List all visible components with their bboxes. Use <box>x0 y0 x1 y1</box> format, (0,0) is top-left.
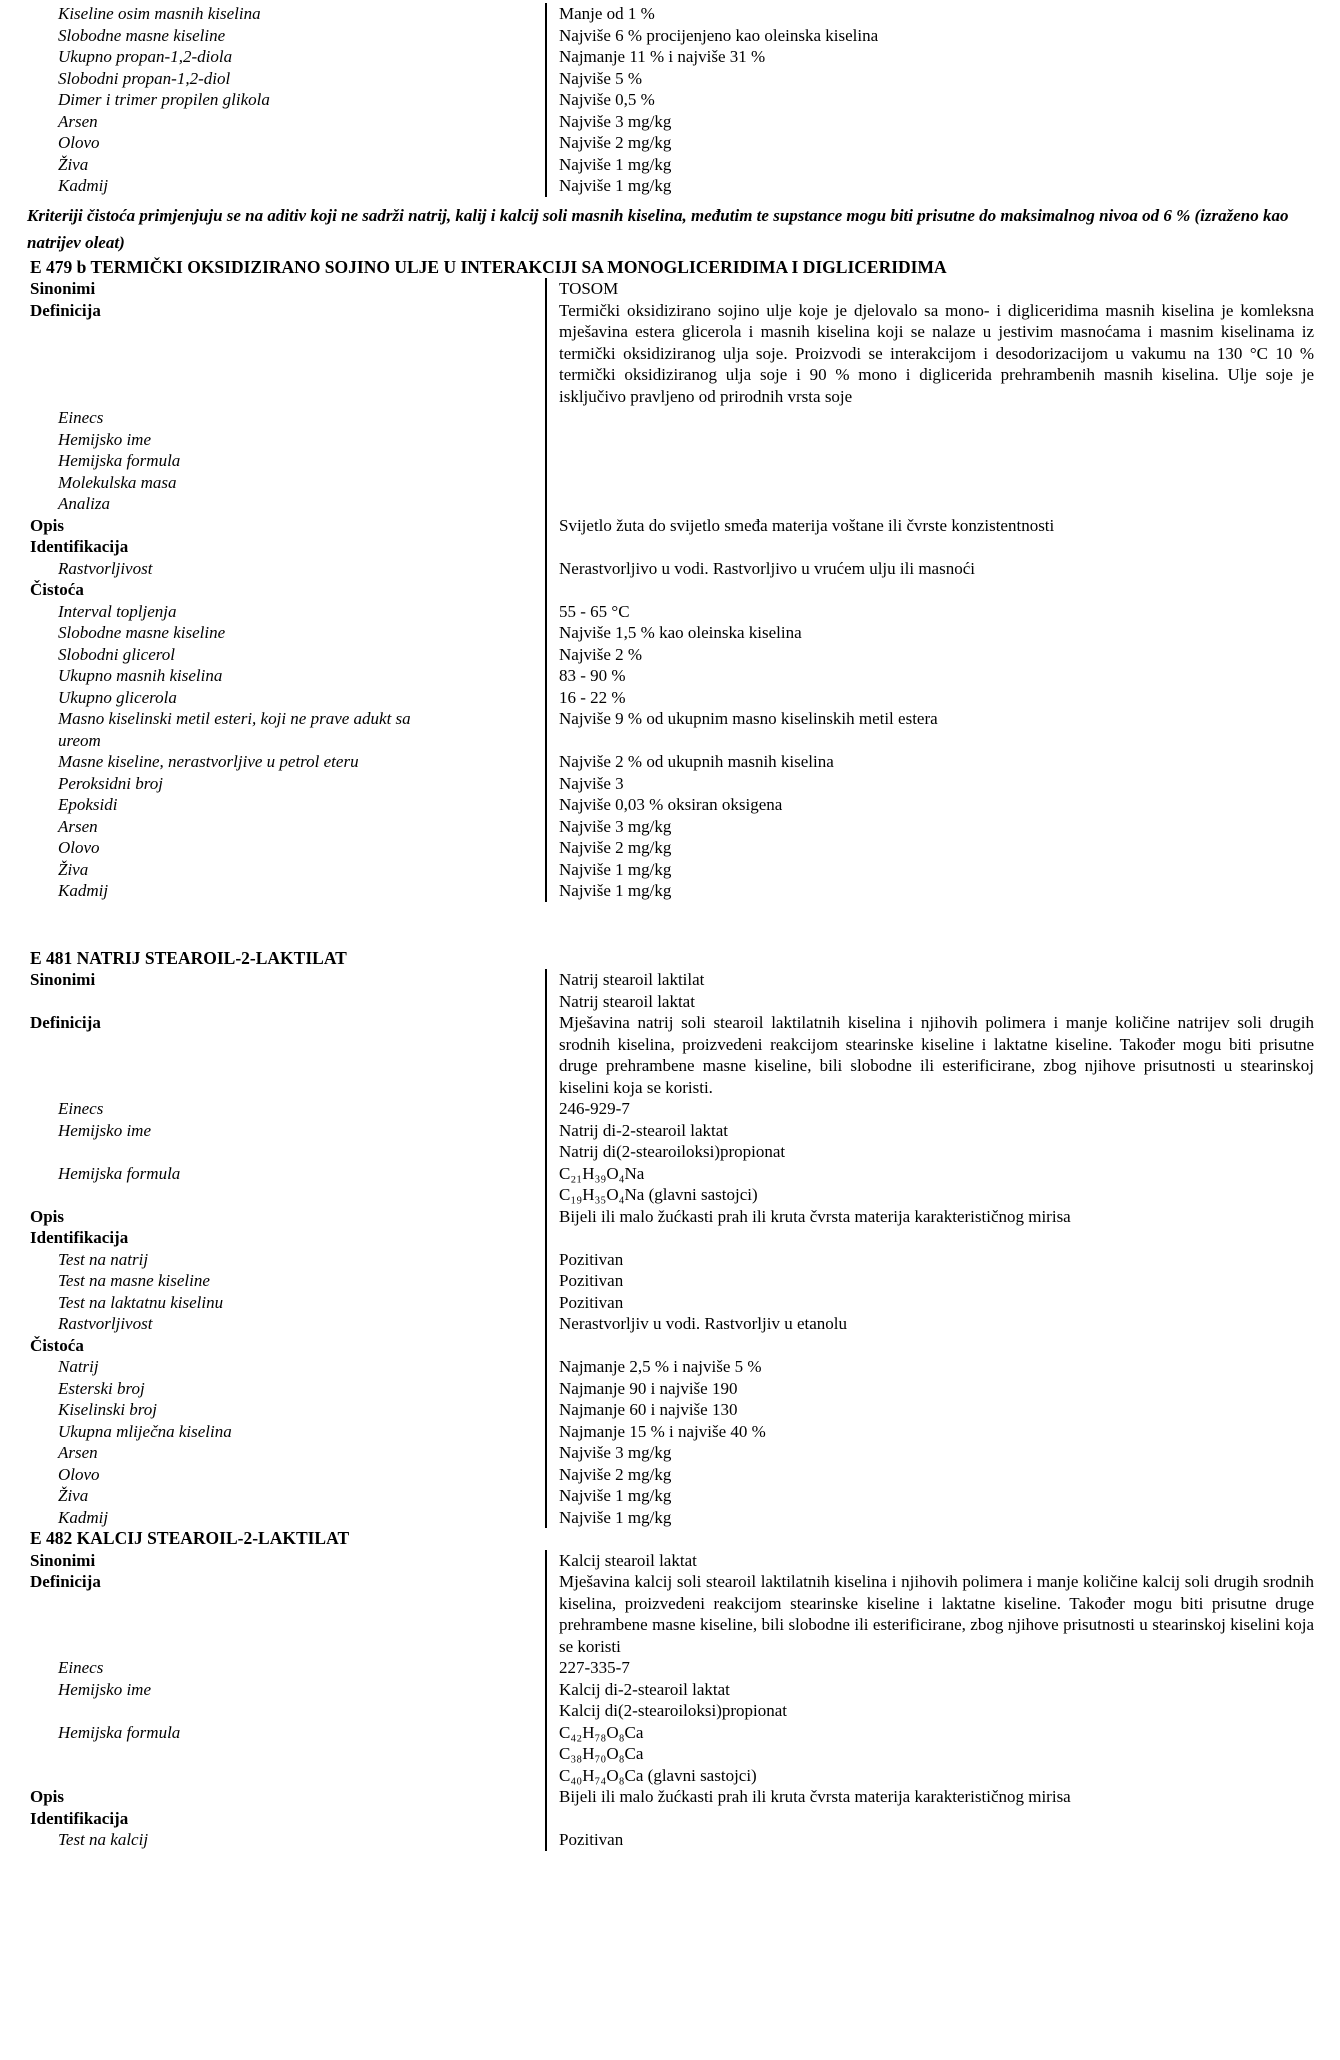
row-label: Živa <box>58 1486 89 1505</box>
row-value-line: Termički oksidizirano sojino ulje koje je djelovalo sa mono- i digliceridima masnih kiselina je komleksna mješavina estera glicerola i masnih kiselina koji se nalaze u jestivim masnoćama i masnim kiselinama iz termički oksidiziranog ulja soje. Proizvodi se interakcijom i desodorizacijom u vakumu na 130 °C 10 % termički oksidiziranog ulja soje i 90 % mono i diglicerida prehrambenih masnih kiselina. Ulje soje je isključivo pravljeno od prirodnih vrsta soje <box>559 300 1314 406</box>
row-label: Hemijska formula <box>58 1163 181 1183</box>
spec-row <box>0 859 1340 881</box>
row-value <box>545 278 1340 300</box>
spec-row <box>0 493 1340 515</box>
spec-row <box>0 1786 1340 1808</box>
row-value-line: Bijeli ili malo žućkasti prah ili kruta čvrsta materija karakterističnog mirisa <box>559 1206 1071 1226</box>
row-value <box>545 1679 1340 1722</box>
spec-row <box>0 1722 1340 1787</box>
row-value <box>545 515 1340 537</box>
row-value-line: TOSOM <box>559 279 619 298</box>
row-value <box>545 68 1340 90</box>
row-value-line: Kalcij di-2-stearoil laktat <box>559 1679 730 1699</box>
row-value-line: Pozitivan <box>559 1292 624 1312</box>
row-value-line: Nerastvorljivo u vodi. Rastvorljivo u vrućem ulju ili masnoći <box>559 558 975 578</box>
row-value-line: 83 - 90 % <box>559 666 626 685</box>
row-value-line: Najviše 3 <box>559 773 624 793</box>
spec-row <box>0 969 1340 1012</box>
row-value-line: C₁₉H₃₅O₄Na (glavni sastojci) <box>559 1185 758 1204</box>
row-label: Živa <box>58 154 89 174</box>
row-label: Identifikacija <box>30 1808 129 1828</box>
row-label: Einecs <box>58 1099 104 1118</box>
row-label: Test na natrij <box>58 1249 149 1269</box>
row-label: Test na masne kiseline <box>58 1271 210 1290</box>
row-value <box>545 1163 1340 1206</box>
row-value <box>545 558 1340 580</box>
row-value <box>545 1442 1340 1464</box>
row-value-line: Najviše 1,5 % kao oleinska kiselina <box>559 623 802 642</box>
row-value <box>545 46 1340 68</box>
row-label: Kadmij <box>58 176 109 195</box>
spec-row <box>0 1206 1340 1228</box>
row-label: Interval topljenja <box>58 601 177 621</box>
row-label-line: ureom <box>58 730 101 750</box>
row-value-line: C₄₂H₇₈O₈Ca <box>559 1722 644 1742</box>
row-value <box>545 1378 1340 1400</box>
spec-row <box>0 1120 1340 1163</box>
row-value <box>545 1722 1340 1787</box>
row-value <box>545 493 1340 515</box>
row-value <box>545 111 1340 133</box>
row-label: Živa <box>58 859 89 879</box>
row-value-line: Svijetlo žuta do svijetlo smeđa materija voštane ili čvrste konzistentnosti <box>559 515 1055 535</box>
sections-container <box>0 3 1340 1851</box>
spec-row <box>0 1378 1340 1400</box>
row-value <box>545 175 1340 197</box>
row-value-line: Najmanje 60 i najviše 130 <box>559 1400 738 1419</box>
row-label: Ukupno masnih kiselina <box>58 666 223 685</box>
row-value-line: Najviše 2 % od ukupnih masnih kiselina <box>559 752 834 771</box>
row-label: Kiselinski broj <box>58 1400 158 1419</box>
spec-row <box>0 880 1340 902</box>
row-label: Identifikacija <box>30 537 129 556</box>
row-label: Analiza <box>58 494 110 513</box>
row-value-line: Najviše 1 mg/kg <box>559 154 672 174</box>
row-value <box>545 773 1340 795</box>
row-value-line: Najmanje 11 % i najviše 31 % <box>559 47 766 66</box>
spec-row <box>0 644 1340 666</box>
spec-row <box>0 536 1340 558</box>
row-value <box>545 300 1340 408</box>
row-value-line: Natrij di-2-stearoil laktat <box>559 1120 728 1140</box>
row-value <box>545 1098 1340 1120</box>
row-label: Opis <box>30 1787 65 1806</box>
row-value-line: Najviše 2 mg/kg <box>559 838 672 857</box>
row-value-line: Najviše 6 % procijenjeno kao oleinska kiselina <box>559 25 879 45</box>
spec-row <box>0 1421 1340 1443</box>
row-value-line: Najviše 0,03 % oksiran oksigena <box>559 795 783 814</box>
spec-row <box>0 1163 1340 1206</box>
row-label: Čistoća <box>30 1335 84 1355</box>
row-value-line: Najviše 2 mg/kg <box>559 1464 672 1484</box>
section-e482 <box>0 1528 1340 1851</box>
row-value <box>545 154 1340 176</box>
spec-row <box>0 1356 1340 1378</box>
row-value <box>545 601 1340 623</box>
row-value <box>545 89 1340 111</box>
row-label: Test na kalcij <box>58 1830 149 1849</box>
row-label <box>0 708 545 751</box>
row-label: Hemijsko ime <box>58 1120 152 1140</box>
spec-row <box>0 175 1340 197</box>
spec-row <box>0 1550 1340 1572</box>
spec-row <box>0 1464 1340 1486</box>
spec-row <box>0 278 1340 300</box>
row-value <box>545 644 1340 666</box>
row-value-line: Najmanje 15 % i najviše 40 % <box>559 1421 766 1441</box>
row-value <box>545 708 1340 751</box>
spec-row <box>0 111 1340 133</box>
spec-row <box>0 3 1340 25</box>
spec-row <box>0 154 1340 176</box>
row-value <box>545 536 1340 558</box>
row-value-line: Najviše 3 mg/kg <box>559 1443 672 1462</box>
row-value <box>545 472 1340 494</box>
spec-row <box>0 794 1340 816</box>
spec-row <box>0 665 1340 687</box>
section-heading: E 481 NATRIJ STEAROIL-2-LAKTILAT <box>30 947 347 968</box>
row-value <box>545 132 1340 154</box>
row-value-line: Natrij di(2-stearoiloksi)propionat <box>559 1142 786 1161</box>
row-value <box>545 450 1340 472</box>
row-value-line: Najviše 3 mg/kg <box>559 111 672 131</box>
row-label: Ukupno propan-1,2-diola <box>58 47 233 66</box>
row-value-line: Natrij stearoil laktat <box>559 991 695 1011</box>
row-value <box>545 1120 1340 1163</box>
row-label: Definicija <box>30 1572 101 1591</box>
spec-row <box>0 472 1340 494</box>
spec-row <box>0 1485 1340 1507</box>
spec-row <box>0 1679 1340 1722</box>
row-value <box>545 1829 1340 1851</box>
row-value-line: Najviše 1 mg/kg <box>559 1507 672 1527</box>
row-label: Dimer i trimer propilen glikola <box>58 90 270 109</box>
section-kriteriji <box>0 202 1340 256</box>
row-value <box>545 665 1340 687</box>
row-value-line: 246-929-7 <box>559 1099 630 1118</box>
row-value <box>545 1485 1340 1507</box>
row-value <box>545 1313 1340 1335</box>
row-value <box>545 1335 1340 1357</box>
row-value-line: Mješavina natrij soli stearoil laktilatnih kiselina i njihovih polimera i manje količine natrijev soli drugih srodnih kiselina, proizvedeni reakcijom stearinske kiseline i laktatne kiseline. Također mogu biti prisutne druge prehrambene masne kiseline, bili slobodne ili esterificirane, zbog njihove prisutnosti u stearinskoj kiselini koja se koristi. <box>559 1013 1314 1097</box>
spec-row <box>0 1227 1340 1249</box>
row-value <box>545 1270 1340 1292</box>
spec-row <box>0 429 1340 451</box>
spec-row <box>0 1399 1340 1421</box>
row-label: Sinonimi <box>30 1550 96 1570</box>
spec-row <box>0 1442 1340 1464</box>
row-value-line: Najmanje 90 i najviše 190 <box>559 1378 738 1398</box>
row-value-line: Najviše 1 mg/kg <box>559 881 672 900</box>
row-label-line: Masno kiselinski metil esteri, koji ne prave adukt sa <box>58 709 411 728</box>
row-label: Rastvorljivost <box>58 1314 153 1333</box>
row-value <box>545 837 1340 859</box>
row-value <box>545 816 1340 838</box>
row-value <box>545 622 1340 644</box>
row-label: Sinonimi <box>30 279 96 298</box>
row-value <box>545 1249 1340 1271</box>
spec-row <box>0 1571 1340 1657</box>
row-value <box>545 1421 1340 1443</box>
row-label: Peroksidni broj <box>58 773 163 793</box>
row-value-line: Najmanje 2,5 % i najviše 5 % <box>559 1357 762 1376</box>
row-label: Arsen <box>58 816 98 836</box>
row-label: Hemijsko ime <box>58 429 152 449</box>
row-value <box>545 751 1340 773</box>
spec-row <box>0 407 1340 429</box>
spec-row <box>0 1270 1340 1292</box>
row-value-line: Kalcij stearoil laktat <box>559 1550 697 1570</box>
row-value-line: Najviše 9 % od ukupnim masno kiselinskih metil estera <box>559 709 938 728</box>
row-label: Olovo <box>58 838 100 857</box>
row-label: Ukupna mliječna kiselina <box>58 1421 232 1441</box>
spec-row <box>0 687 1340 709</box>
row-value-line: Najviše 1 mg/kg <box>559 176 672 195</box>
spec-row <box>0 1313 1340 1335</box>
row-label: Čistoća <box>30 580 84 599</box>
row-value-line: Pozitivan <box>559 1830 624 1849</box>
row-label: Epoksidi <box>58 795 118 814</box>
row-value-line: 16 - 22 % <box>559 687 626 707</box>
row-value-line: Bijeli ili malo žućkasti prah ili kruta čvrsta materija karakterističnog mirisa <box>559 1787 1071 1806</box>
row-label: Definicija <box>30 1013 101 1032</box>
spec-row <box>0 515 1340 537</box>
row-label: Masne kiseline, nerastvorljive u petrol eteru <box>58 752 359 771</box>
row-value <box>545 1292 1340 1314</box>
row-label: Molekulska masa <box>58 472 177 492</box>
row-label: Olovo <box>58 133 100 152</box>
spec-row <box>0 300 1340 408</box>
row-label: Arsen <box>58 1443 98 1462</box>
spec-row <box>0 622 1340 644</box>
row-label: Slobodni glicerol <box>58 644 175 664</box>
spec-row <box>0 1012 1340 1098</box>
row-value-line: Najviše 1 mg/kg <box>559 1486 672 1505</box>
purity-note: Kriteriji čistoća primjenjuju se na aditiv koji ne sadrži natrij, kalij i kalcij soli masnih kiselina, međutim te supstance mogu biti prisutne do maksimalnog nivoa od 6 % (izraženo kao natrijev oleat) <box>27 205 1289 252</box>
row-label: Opis <box>30 515 65 535</box>
row-label: Kiseline osim masnih kiselina <box>58 4 261 23</box>
section-heading: E 482 KALCIJ STEAROIL-2-LAKTILAT <box>30 1528 350 1548</box>
row-value-line: C₂₁H₃₉O₄Na <box>559 1163 645 1183</box>
row-label: Einecs <box>58 1658 104 1677</box>
row-value-line: C₄₀H₇₄O₈Ca (glavni sastojci) <box>559 1765 757 1785</box>
row-value <box>545 579 1340 601</box>
spec-row <box>0 708 1340 751</box>
section-e481 <box>0 948 1340 1529</box>
row-label: Opis <box>30 1206 65 1226</box>
row-label: Rastvorljivost <box>58 558 153 578</box>
row-value-line: Manje od 1 % <box>559 4 655 23</box>
row-value-line: Najviše 0,5 % <box>559 90 655 109</box>
row-value-line: Najviše 2 % <box>559 644 643 664</box>
row-value <box>545 429 1340 451</box>
spec-row <box>0 1829 1340 1851</box>
row-value <box>545 1550 1340 1572</box>
row-value <box>545 1808 1340 1830</box>
row-value <box>545 880 1340 902</box>
row-value <box>545 1657 1340 1679</box>
row-value-line: Natrij stearoil laktilat <box>559 970 705 989</box>
section-e479b <box>0 257 1340 902</box>
row-value-line: Kalcij di(2-stearoiloksi)propionat <box>559 1701 788 1720</box>
row-value-line: Pozitivan <box>559 1271 624 1290</box>
spec-row <box>0 1292 1340 1314</box>
spec-row <box>0 132 1340 154</box>
spec-row <box>0 837 1340 859</box>
row-label: Hemijska formula <box>58 1722 181 1742</box>
row-label: Olovo <box>58 1464 100 1484</box>
row-value <box>545 1012 1340 1098</box>
row-value-line: Mješavina kalcij soli stearoil laktilatnih kiselina i njihovih polimera i manje količine kalcij soli drugih srodnih kiselina, proizvedeni reakcijom stearinske kiseline i laktatne kiseline. Također mogu biti prisutne druge prehrambene masne kiseline, bili slobodne ili esterificirane, zbog njihove prisutnosti u stearinskoj kiselini koja se koristi <box>559 1572 1314 1656</box>
row-value-line: Najviše 5 % <box>559 68 643 88</box>
row-label: Kadmij <box>58 881 109 900</box>
row-value <box>545 1507 1340 1529</box>
row-value-line: 227-335-7 <box>559 1658 630 1677</box>
row-label: Sinonimi <box>30 970 96 989</box>
row-value <box>545 1399 1340 1421</box>
row-value-line: Najviše 2 mg/kg <box>559 133 672 152</box>
spec-row <box>0 1249 1340 1271</box>
spec-row <box>0 68 1340 90</box>
spec-row <box>0 601 1340 623</box>
spec-row <box>0 1098 1340 1120</box>
row-label: Hemijska formula <box>58 451 181 470</box>
row-value-line: Najviše 1 mg/kg <box>559 859 672 879</box>
spec-row <box>0 46 1340 68</box>
row-label: Test na laktatnu kiselinu <box>58 1292 224 1312</box>
row-label: Ukupno glicerola <box>58 687 177 707</box>
row-value-line: Nerastvorljiv u vodi. Rastvorljiv u etanolu <box>559 1314 848 1333</box>
row-value <box>545 969 1340 1012</box>
row-label: Einecs <box>58 408 104 427</box>
row-value <box>545 1571 1340 1657</box>
row-label: Kadmij <box>58 1507 109 1527</box>
spec-row <box>0 773 1340 795</box>
row-value <box>545 794 1340 816</box>
spec-row <box>0 751 1340 773</box>
row-value <box>545 859 1340 881</box>
spec-row <box>0 579 1340 601</box>
row-value-line: C₃₈H₇₀O₈Ca <box>559 1744 644 1763</box>
row-label: Arsen <box>58 111 98 131</box>
spec-row <box>0 450 1340 472</box>
spec-row <box>0 1808 1340 1830</box>
row-label: Slobodne masne kiseline <box>58 25 226 45</box>
spec-row <box>0 1335 1340 1357</box>
spec-row <box>0 1507 1340 1529</box>
row-value <box>545 1464 1340 1486</box>
row-value <box>545 687 1340 709</box>
row-label: Slobodni propan-1,2-diol <box>58 68 231 88</box>
section-heading: E 479 b TERMIČKI OKSIDIZIRANO SOJINO ULJE U INTERAKCIJI SA MONOGLICERIDIMA I DIGLICERIDIMA <box>30 256 947 277</box>
row-value-line: 55 - 65 °C <box>559 601 630 621</box>
spec-row <box>0 558 1340 580</box>
row-label: Identifikacija <box>30 1228 129 1247</box>
row-value <box>545 1206 1340 1228</box>
row-value <box>545 407 1340 429</box>
spec-row <box>0 89 1340 111</box>
spec-row <box>0 1657 1340 1679</box>
row-value <box>545 1786 1340 1808</box>
spec-row <box>0 816 1340 838</box>
row-value <box>545 1227 1340 1249</box>
row-label: Esterski broj <box>58 1378 145 1398</box>
spec-row <box>0 25 1340 47</box>
row-value <box>545 1356 1340 1378</box>
row-label: Slobodne masne kiseline <box>58 623 226 642</box>
row-value-line: Najviše 3 mg/kg <box>559 816 672 836</box>
row-value-line: Pozitivan <box>559 1249 624 1269</box>
section-e475-tail <box>0 3 1340 197</box>
row-label: Hemijsko ime <box>58 1679 152 1699</box>
row-value <box>545 3 1340 25</box>
row-label: Definicija <box>30 300 101 320</box>
row-label: Natrij <box>58 1357 99 1376</box>
row-value <box>545 25 1340 47</box>
